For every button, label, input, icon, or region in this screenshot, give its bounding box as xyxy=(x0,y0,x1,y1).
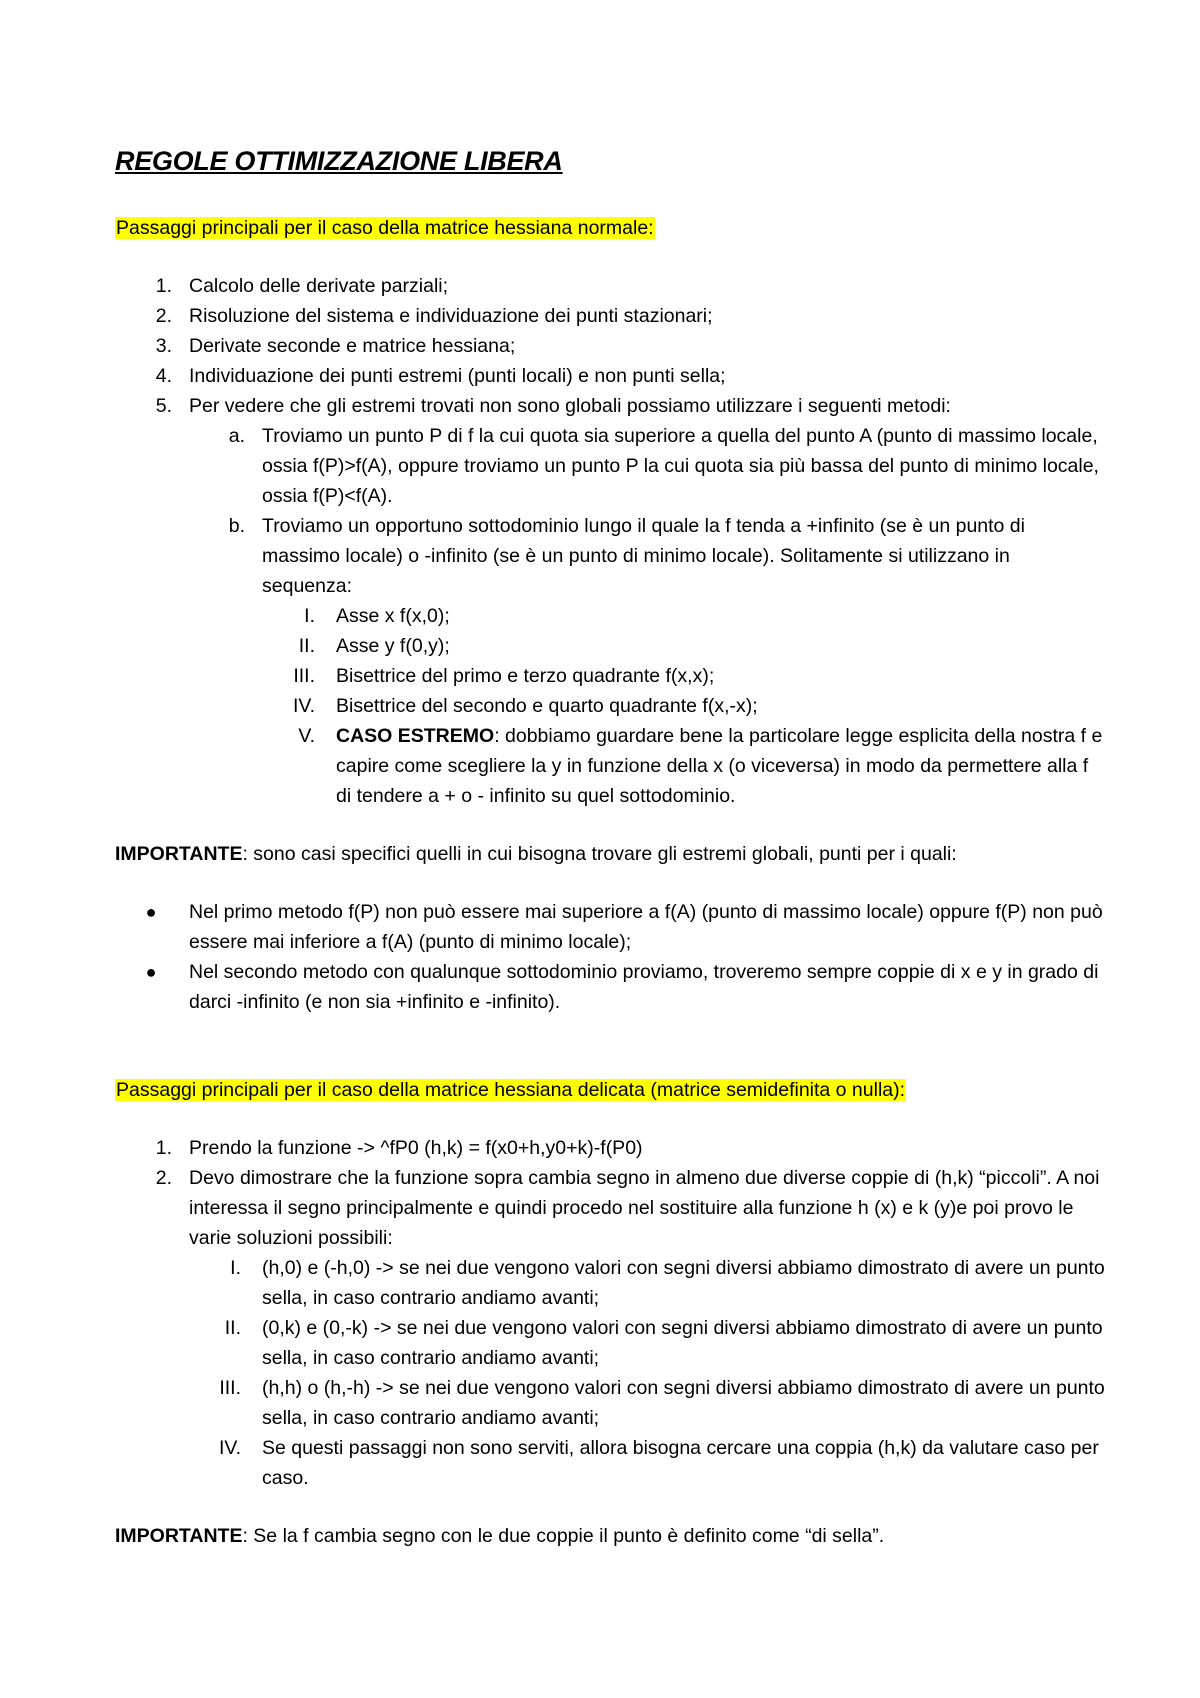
method-item xyxy=(115,421,1105,511)
list-marker: II. xyxy=(298,635,315,657)
method-item xyxy=(115,511,1105,601)
case-text: Se questi passaggi non sono serviti, allora bisogna cercare una coppia (h,k) da valutare caso per caso. xyxy=(262,1437,1099,1489)
list-item-text: Calcolo delle derivate parziali; xyxy=(189,275,449,297)
list-marker: V. xyxy=(298,725,315,747)
list-marker: 2. xyxy=(155,1167,172,1189)
list-marker: III. xyxy=(293,665,315,687)
list-marker: II. xyxy=(224,1317,241,1339)
list-marker: I. xyxy=(230,1257,241,1279)
case-item xyxy=(115,1373,1105,1433)
list-marker: 3. xyxy=(155,335,172,357)
list-item xyxy=(115,361,1105,391)
list-marker: 2. xyxy=(155,305,172,327)
list-marker: III. xyxy=(219,1377,241,1399)
caso-estremo-text: : dobbiamo guardare bene la particolare legge esplicita della nostra f e capire come scegliere la y in funzione della x (o viceversa) in modo da permettere alla f di tendere a + o - infinito su quel sottodominio. xyxy=(336,725,1103,807)
method-text: Troviamo un punto P di f la cui quota sia superiore a quella del punto A (punto di massimo locale, ossia f(P)>f(A), oppure troviamo un punto P la cui quota sia più bassa del punto di minimo locale, ossia f(P)<f(A). xyxy=(262,425,1099,507)
list-marker: b. xyxy=(228,515,245,537)
list-marker: IV. xyxy=(218,1437,241,1459)
list-item-text: Individuazione dei punti estremi (punti locali) e non punti sella; xyxy=(189,365,726,387)
subdomain-text xyxy=(336,725,1102,807)
list-marker: IV. xyxy=(292,695,315,717)
case-item xyxy=(115,1313,1105,1373)
important-text: : Se la f cambia segno con le due coppie il punto è definito come “di sella”. xyxy=(242,1525,885,1547)
list-item-text: Devo dimostrare che la funzione sopra cambia segno in almeno due diverse coppie di (h,k) “piccoli”. A noi interessa il segno principalmente e quindi procedo nel sostituire alla funzione h (x) e k (y)e poi provo le varie soluzioni possibili: xyxy=(189,1167,1100,1249)
case-text: (h,h) o (h,-h) -> se nei due vengono valori con segni diversi abbiamo dimostrato di avere un punto sella, in caso contrario andiamo avanti; xyxy=(262,1377,1105,1429)
list-marker: 4. xyxy=(155,365,172,387)
list-marker: 5. xyxy=(155,395,172,417)
case-text: (h,0) e (-h,0) -> se nei due vengono valori con segni diversi abbiamo dimostrato di avere un punto sella, in caso contrario andiamo avanti; xyxy=(262,1257,1105,1309)
list-item-text: Derivate seconde e matrice hessiana; xyxy=(189,335,516,357)
page-title: REGOLE OTTIMIZZAZIONE LIBERA xyxy=(115,146,563,176)
section2-heading xyxy=(115,1075,1105,1105)
document-content xyxy=(115,143,1105,1551)
list-marker: I. xyxy=(304,605,315,627)
subdomain-item xyxy=(115,721,1105,811)
subdomain-text: Asse x f(x,0); xyxy=(336,605,450,627)
section2-heading-highlight: Passaggi principali per il caso della matrice hessiana delicata (matrice semidefinita o nulla): xyxy=(116,1079,906,1101)
subdomain-text: Bisettrice del secondo e quarto quadrante f(x,-x); xyxy=(336,695,758,717)
list-item xyxy=(115,1163,1105,1253)
important-note-1 xyxy=(115,839,1105,869)
important-text: : sono casi specifici quelli in cui bisogna trovare gli estremi globali, punti per i quali: xyxy=(242,843,957,865)
list-item xyxy=(115,391,1105,421)
list-marker: 1. xyxy=(155,275,172,297)
bullet-text: Nel primo metodo f(P) non può essere mai superiore a f(A) (punto di massimo locale) oppure f(P) non può essere mai inferiore a f(A) (punto di minimo locale); xyxy=(189,901,1103,953)
list-item xyxy=(115,271,1105,301)
list-item-text: Prendo la funzione -> ^fP0 (h,k) = f(x0+h,y0+k)-f(P0) xyxy=(189,1137,643,1159)
subdomain-text: Asse y f(0,y); xyxy=(336,635,450,657)
important-label: IMPORTANTE xyxy=(115,843,243,865)
list-item-text: Risoluzione del sistema e individuazione dei punti stazionari; xyxy=(189,305,713,327)
list-marker: 1. xyxy=(155,1137,172,1159)
method-text: Troviamo un opportuno sottodominio lungo il quale la f tenda a +infinito (se è un punto di massimo locale) o -infinito (se è un punto di minimo locale). Solitamente si utilizzano in sequenza: xyxy=(262,515,1025,597)
list-item xyxy=(115,331,1105,361)
case-text: (0,k) e (0,-k) -> se nei due vengono valori con segni diversi abbiamo dimostrato di avere un punto sella, in caso contrario andiamo avanti; xyxy=(262,1317,1103,1369)
list-item-text: Per vedere che gli estremi trovati non sono globali possiamo utilizzare i seguenti metodi: xyxy=(189,395,951,417)
subdomain-text: Bisettrice del primo e terzo quadrante f(x,x); xyxy=(336,665,715,687)
list-marker: a. xyxy=(228,425,245,447)
section1-heading xyxy=(115,213,1105,243)
bullet-item xyxy=(115,957,1105,1017)
subdomain-item xyxy=(115,661,1105,691)
caso-estremo-label: CASO ESTREMO xyxy=(336,725,495,747)
important-label: IMPORTANTE xyxy=(115,1525,243,1547)
list-item xyxy=(115,301,1105,331)
list-item xyxy=(115,1133,1105,1163)
subdomain-item xyxy=(115,601,1105,631)
section1-heading-highlight: Passaggi principali per il caso della matrice hessiana normale: xyxy=(116,217,654,239)
bullet-icon: ● xyxy=(145,902,157,922)
subdomain-item xyxy=(115,631,1105,661)
bullet-item xyxy=(115,897,1105,957)
case-item xyxy=(115,1433,1105,1493)
bullet-text: Nel secondo metodo con qualunque sottodominio proviamo, troveremo sempre coppie di x e y in grado di darci -infinito (e non sia +infinito e -infinito). xyxy=(189,961,1099,1013)
bullet-icon: ● xyxy=(145,962,157,982)
case-item xyxy=(115,1253,1105,1313)
important-note-2 xyxy=(115,1521,1105,1551)
subdomain-item xyxy=(115,691,1105,721)
